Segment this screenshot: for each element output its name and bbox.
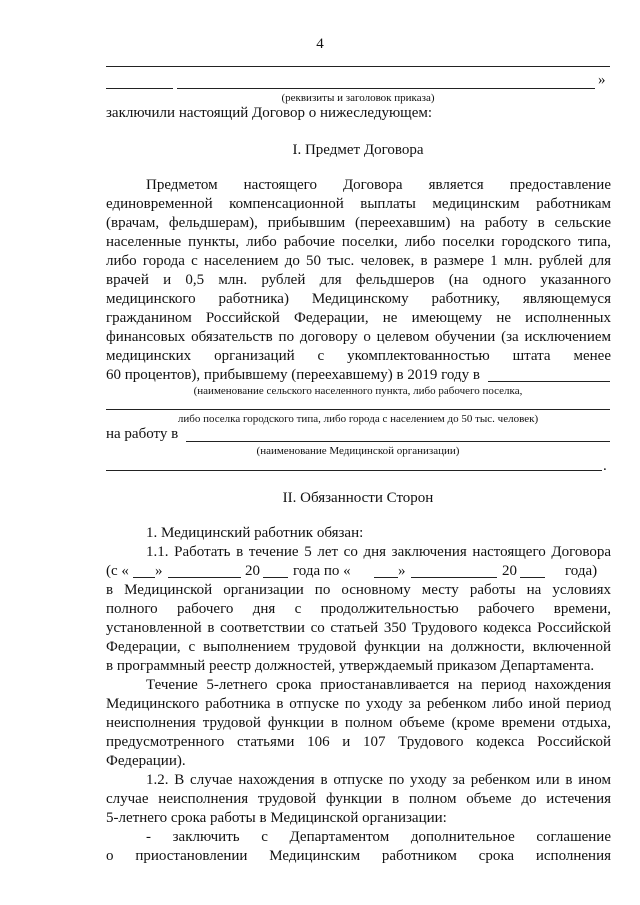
header-blank-line-2b: [177, 88, 595, 89]
settlement-blank-line[interactable]: [106, 409, 610, 410]
org-blank-line[interactable]: [186, 441, 610, 442]
pause-line: неисполнения трудовой функции в полном объеме (кроме времени отдыха,: [106, 715, 611, 731]
date-end: года): [565, 563, 598, 579]
settlement-blank-inline[interactable]: [488, 381, 610, 382]
bullet-line: - заключить с Департаментом дополнительное соглашение: [146, 829, 611, 845]
item-1-1-line: полного рабочего дня с продолжительностью рабочего времени,: [106, 601, 611, 617]
date-close-1: »: [155, 563, 163, 579]
item-1-1-line: в Медицинской организации по основному месту работы на условиях: [106, 582, 611, 598]
pause-line: предусмотренного статьями 106 и 107 Трудового кодекса Российской: [106, 734, 611, 750]
item-1-2-line: случае неисполнения трудовой функции в полном объеме до истечения: [106, 791, 611, 807]
work-at-label: на работу в: [106, 426, 179, 442]
date-end-year-blank[interactable]: [520, 577, 545, 578]
paragraph-line: либо города с населением до 50 тыс. человек, в размере 1 млн. рублей для: [106, 253, 611, 269]
org-line-period: .: [603, 458, 607, 474]
item-1-1-last-line: в программный реестр должностей, утверждаемый приказом Департамента.: [106, 658, 595, 674]
item-1-1-line: установленной в соответствии со статьей 350 Трудового кодекса Российской: [106, 620, 611, 636]
org-blank-line-2[interactable]: [106, 470, 602, 471]
paragraph-line: (врачам, фельдшерам), прибывшим (переехавшим) на работу в сельские: [106, 215, 611, 231]
date-end-month-blank[interactable]: [411, 577, 497, 578]
date-mid: года по «: [293, 563, 351, 579]
item-1-2-last-line: 5-летнего срока работы в Медицинской организации:: [106, 810, 447, 826]
pause-line: Медицинского работника в отпуске по уходу за ребенком либо иной период: [106, 696, 611, 712]
date-start-year-blank[interactable]: [263, 577, 288, 578]
item-1: 1. Медицинский работник обязан:: [146, 525, 364, 541]
item-1-2-line: 1.2. В случае нахождения в отпуске по уходу за ребенком или в ином: [146, 772, 611, 788]
date-close-2: »: [398, 563, 406, 579]
header-blank-line-2a: [106, 88, 173, 89]
item-1-1-line: Федерации, с выполнением трудовой функции на должности, включенной: [106, 639, 611, 655]
pause-line: Течение 5-летнего срока приостанавливается на период нахождения: [146, 677, 611, 693]
section-1-title: I. Предмет Договора: [292, 142, 424, 158]
bullet-line: о приостановлении Медицинским работником срока исполнения: [106, 848, 611, 864]
date-end-day-blank[interactable]: [374, 577, 398, 578]
date-start-month-blank[interactable]: [168, 577, 241, 578]
paragraph-line: врачей и 0,5 млн. рублей для фельдшеров (на одного указанного: [106, 272, 611, 288]
paragraph-line: медицинского работника) Медицинскому работнику, являющемуся: [106, 291, 611, 307]
closing-quote: »: [598, 72, 606, 88]
paragraph-line: финансовых обязательств по договору о целевом обучении (за исключением: [106, 329, 611, 345]
concluded-line: заключили настоящий Договор о нижеследующем:: [106, 105, 433, 121]
date-start-day-blank[interactable]: [133, 577, 155, 578]
caption-settlement-1: (наименование сельского населенного пункта, либо рабочего поселка,: [193, 385, 523, 397]
section-2-title: II. Обязанности Сторон: [282, 490, 434, 506]
item-1-1-line: 1.1. Работать в течение 5 лет со дня заключения настоящего Договора: [146, 544, 611, 560]
pause-last-line: Федерации).: [106, 753, 186, 769]
caption-org: (наименование Медицинской организации): [256, 445, 460, 457]
caption-settlement-2: либо поселка городского типа, либо города с населением до 50 тыс. человек): [177, 413, 539, 425]
requisites-caption: (реквизиты и заголовок приказа): [281, 92, 435, 104]
date-year-2: 20: [502, 563, 517, 579]
paragraph-line: единовременной компенсационной выплаты медицинским работникам: [106, 196, 611, 212]
paragraph-last-line: 60 процентов), прибывшему (переехавшему) в 2019 году в: [106, 367, 480, 383]
paragraph-line: медицинских организаций с укомплектованностью штата менее: [106, 348, 611, 364]
paragraph-line: населенные пункты, либо рабочие поселки, либо поселки городского типа,: [106, 234, 611, 250]
paragraph-line: гражданином Российской Федерации, не имеющему не исполненных: [106, 310, 611, 326]
date-open: (с «: [106, 563, 129, 579]
header-blank-line-1: [106, 66, 610, 67]
paragraph-line: Предметом настоящего Договора является предоставление: [146, 177, 611, 193]
page-number: 4: [316, 36, 324, 52]
date-year-1: 20: [245, 563, 260, 579]
